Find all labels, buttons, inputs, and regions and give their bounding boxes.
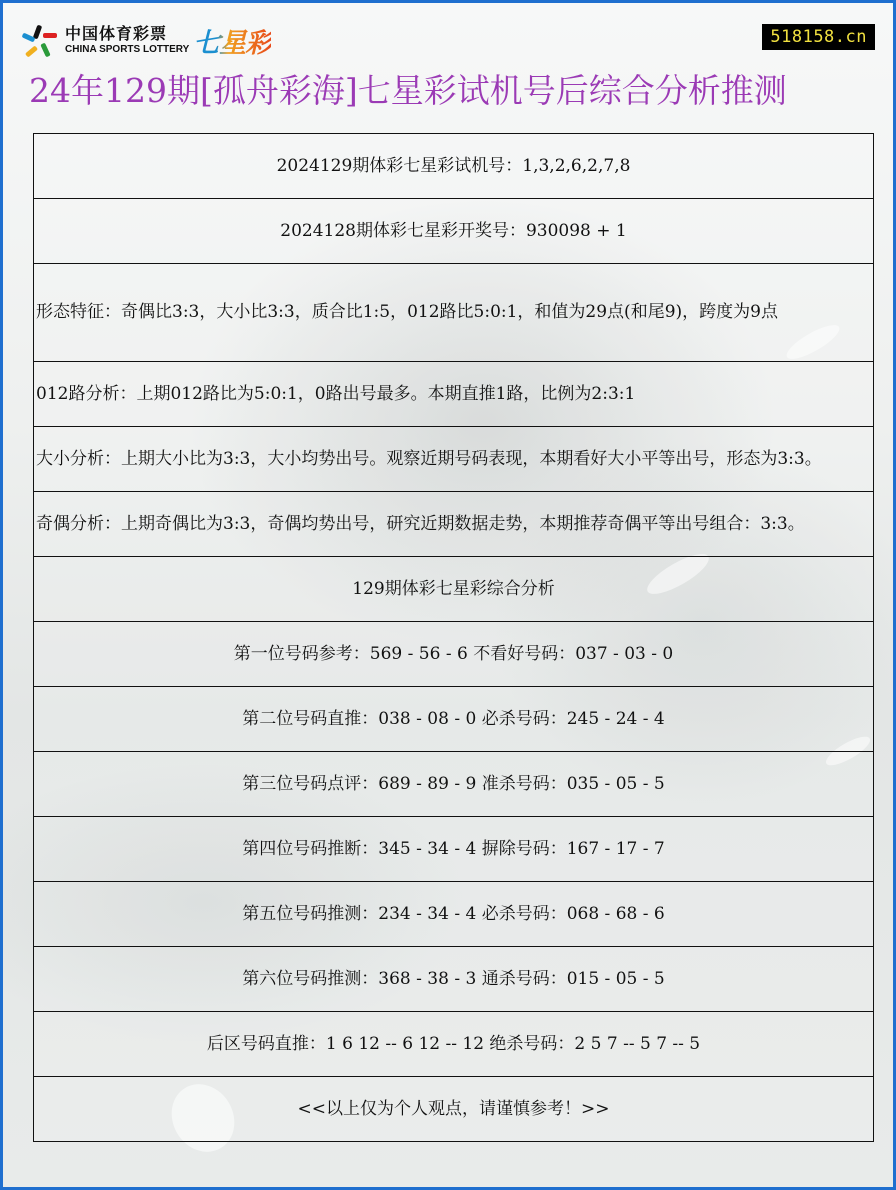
route-012-analysis-cell: 012路分析：上期012路比为5:0:1，0路出号最多。本期直推1路，比例为2:3:1 xyxy=(34,362,874,427)
position-1-cell: 第一位号码参考：569 - 56 - 6 不看好号码：037 - 03 - 0 xyxy=(34,622,874,687)
logo-en-name: CHINA SPORTS LOTTERY xyxy=(65,44,190,55)
header xyxy=(3,3,893,63)
logo-cn-name: 中国体育彩票 xyxy=(65,24,168,43)
lottery-star-icon xyxy=(21,23,59,59)
site-badge[interactable]: 518158.cn xyxy=(762,24,875,50)
table-row xyxy=(34,1012,874,1077)
size-analysis-cell: 大小分析：上期大小比为3:3，大小均势出号。观察近期号码表现，本期看好大小平等出号，形态为3:3。 xyxy=(34,427,874,492)
position-3-cell: 第三位号码点评：689 - 89 - 9 准杀号码：035 - 05 - 5 xyxy=(34,752,874,817)
disclaimer-cell: <<以上仅为个人观点，请谨慎参考！>> xyxy=(34,1077,874,1142)
section-heading-cell: 129期体彩七星彩综合分析 xyxy=(34,557,874,622)
draw-result-cell: 2024128期体彩七星彩开奖号：930098 + 1 xyxy=(34,199,874,264)
position-6-cell: 第六位号码推测：368 - 38 - 3 通杀号码：015 - 05 - 5 xyxy=(34,947,874,1012)
position-2-cell: 第二位号码直推：038 - 08 - 0 必杀号码：245 - 24 - 4 xyxy=(34,687,874,752)
table-row xyxy=(34,199,874,264)
table-row xyxy=(34,492,874,557)
page-title: 24年129期[孤舟彩海]七星彩试机号后综合分析推测 xyxy=(29,71,787,110)
table-row xyxy=(34,264,874,362)
table-row xyxy=(34,752,874,817)
table-row xyxy=(34,1077,874,1142)
analysis-table xyxy=(33,133,874,1142)
table-row xyxy=(34,817,874,882)
china-sports-lottery-logo xyxy=(21,21,271,60)
table-row xyxy=(34,882,874,947)
table-row xyxy=(34,362,874,427)
odd-even-analysis-cell: 奇偶分析：上期奇偶比为3:3，奇偶均势出号，研究近期数据走势，本期推荐奇偶平等出号组合：3:3。 xyxy=(34,492,874,557)
table-row xyxy=(34,427,874,492)
position-5-cell: 第五位号码推测：234 - 34 - 4 必杀号码：068 - 68 - 6 xyxy=(34,882,874,947)
table-row xyxy=(34,687,874,752)
trial-number-cell: 2024129期体彩七星彩试机号：1,3,2,6,2,7,8 xyxy=(34,134,874,199)
back-zone-cell: 后区号码直推：1 6 12 -- 6 12 -- 12 绝杀号码：2 5 7 -- 5 7 -- 5 xyxy=(34,1012,874,1077)
position-4-cell: 第四位号码推断：345 - 34 - 4 摒除号码：167 - 17 - 7 xyxy=(34,817,874,882)
table-row xyxy=(34,947,874,1012)
pattern-feature-cell: 形态特征：奇偶比3:3，大小比3:3，质合比1:5，012路比5:0:1，和值为29点(和尾9)，跨度为9点 xyxy=(34,264,874,362)
table-row xyxy=(34,134,874,199)
game-name-logo: 七星彩 xyxy=(193,21,271,60)
table-row xyxy=(34,622,874,687)
table-row xyxy=(34,557,874,622)
